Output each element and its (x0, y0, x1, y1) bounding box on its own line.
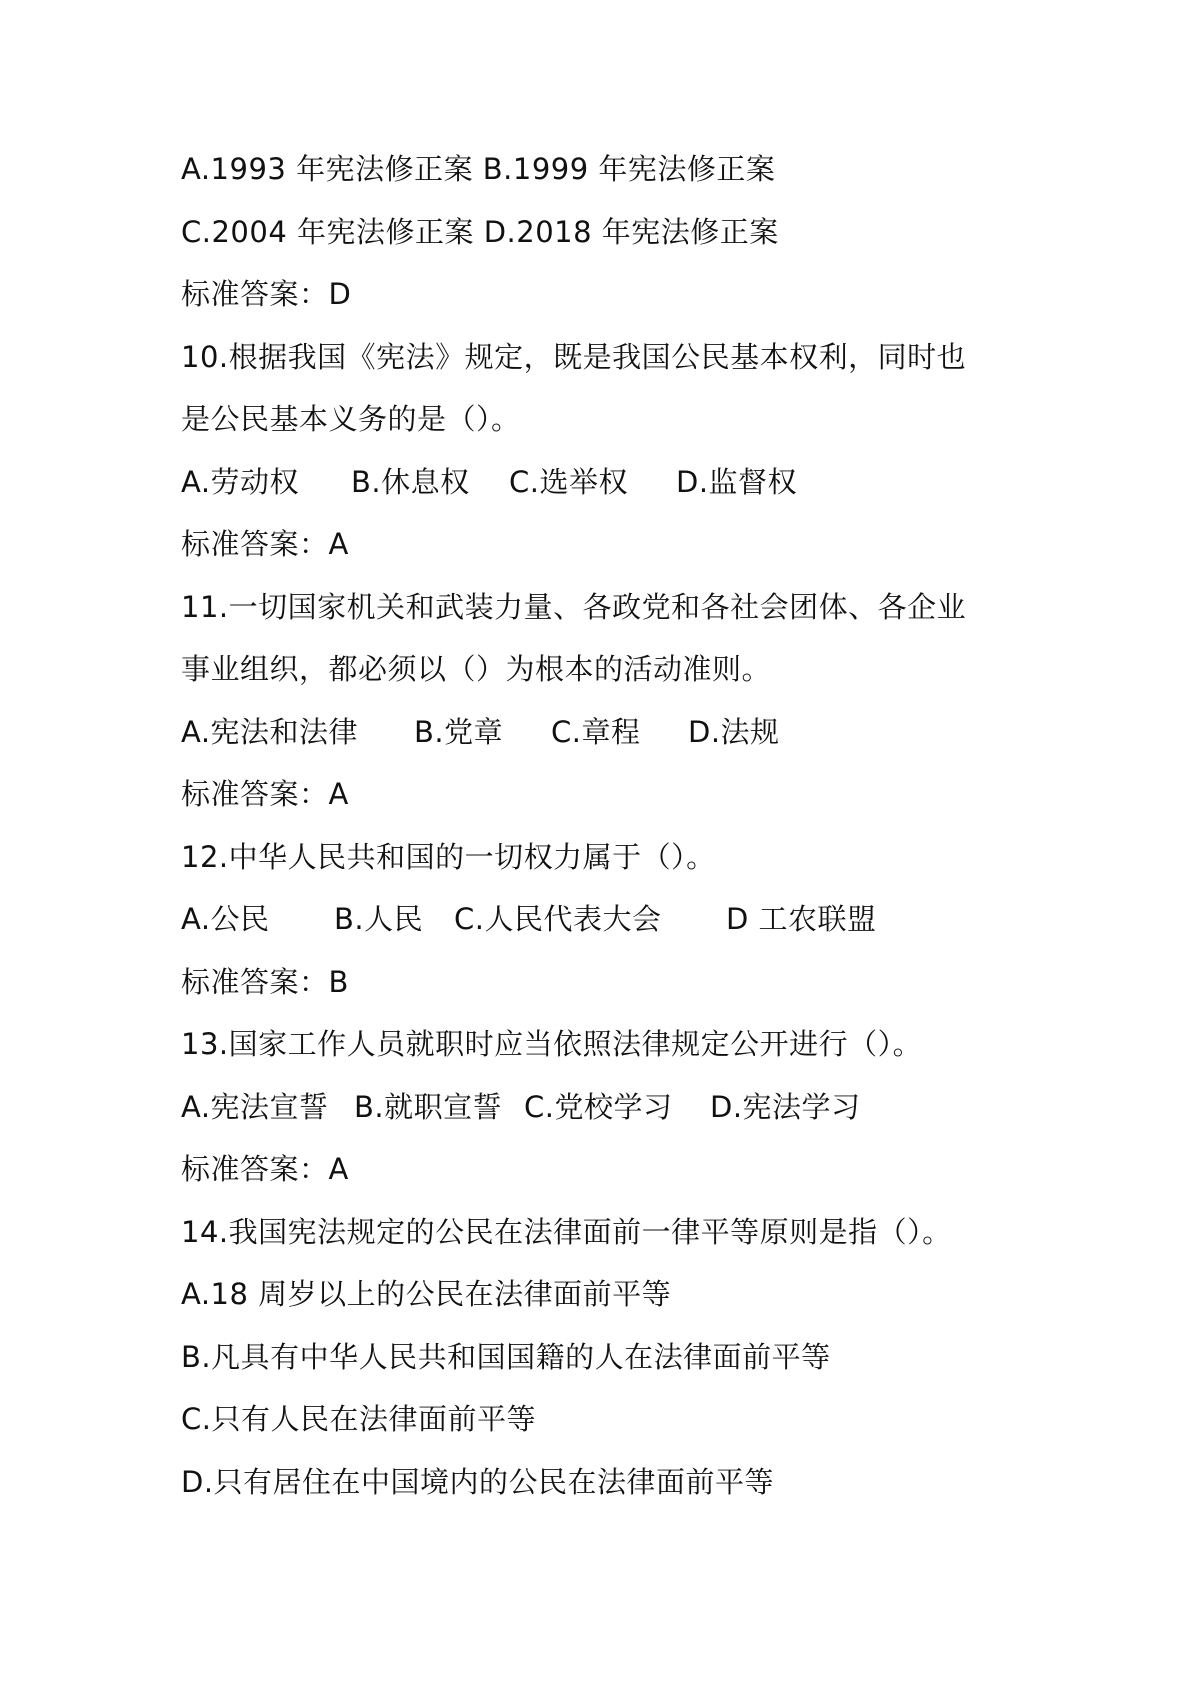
q12-option-a: A.公民 (181, 902, 270, 936)
q14-option-d: D.只有居住在中国境内的公民在法律面前平等 (181, 1464, 775, 1499)
q12-option-d: D 工农联盟 (726, 902, 877, 936)
q13-options (181, 1076, 1041, 1139)
q10-stem-line1: 10.根据我国《宪法》规定，既是我国公民基本权利，同时也 (181, 339, 967, 374)
q10-option-b: B.休息权 (351, 464, 470, 499)
q11-option-c: C.章程 (551, 714, 641, 749)
q13-option-c: C.党校学习 (524, 1089, 673, 1124)
q14-option-a: A.18 周岁以上的公民在法律面前平等 (181, 1277, 672, 1311)
q13-option-b: B.就职宣誓 (354, 1089, 503, 1124)
q10-options (181, 451, 1041, 514)
q13-stem-line1: 13.国家工作人员就职时应当依照法律规定公开进行（）。 (181, 1027, 923, 1061)
q10-option-d: D.监督权 (676, 464, 798, 499)
q13-option-d: D.宪法学习 (710, 1089, 861, 1124)
q11-stem-line1: 11.一切国家机关和武装力量、各政党和各社会团体、各企业 (181, 589, 967, 624)
q12-options (181, 888, 1041, 951)
q10-answer: 标准答案：A (181, 527, 349, 561)
q11-option-d: D.法规 (688, 714, 780, 749)
q10-option-c: C.选举权 (509, 464, 628, 499)
q12-answer: 标准答案：B (181, 964, 349, 999)
q13-option-a: A.宪法宣誓 (181, 1089, 329, 1124)
q12-stem-line1: 12.中华人民共和国的一切权力属于（）。 (181, 839, 716, 874)
q11-option-a: A.宪法和法律 (181, 714, 359, 749)
q9-options-row2: C.2004 年宪法修正案 D.2018 年宪法修正案 (181, 214, 779, 249)
q10-option-a: A.劳动权 (181, 464, 300, 499)
q12-option-c: C.人民代表大会 (454, 902, 662, 936)
q11-stem-line2: 事业组织，都必须以（）为根本的活动准则。 (181, 652, 772, 686)
q9-answer: 标准答案：D (181, 277, 352, 311)
q11-options (181, 701, 1041, 764)
q9-options-row1: A.1993 年宪法修正案 B.1999 年宪法修正案 (181, 152, 776, 186)
q12-option-b: B.人民 (334, 902, 424, 936)
q11-answer: 标准答案：A (181, 777, 349, 811)
q14-option-b: B.凡具有中华人民共和国国籍的人在法律面前平等 (181, 1339, 831, 1374)
document-page (181, 138, 1041, 1513)
q14-stem-line1: 14.我国宪法规定的公民在法律面前一律平等原则是指（）。 (181, 1214, 952, 1249)
q10-stem-line2: 是公民基本义务的是（）。 (181, 402, 521, 436)
q14-option-c: C.只有人民在法律面前平等 (181, 1402, 536, 1436)
q11-option-b: B.党章 (414, 714, 504, 749)
q13-answer: 标准答案：A (181, 1152, 349, 1186)
